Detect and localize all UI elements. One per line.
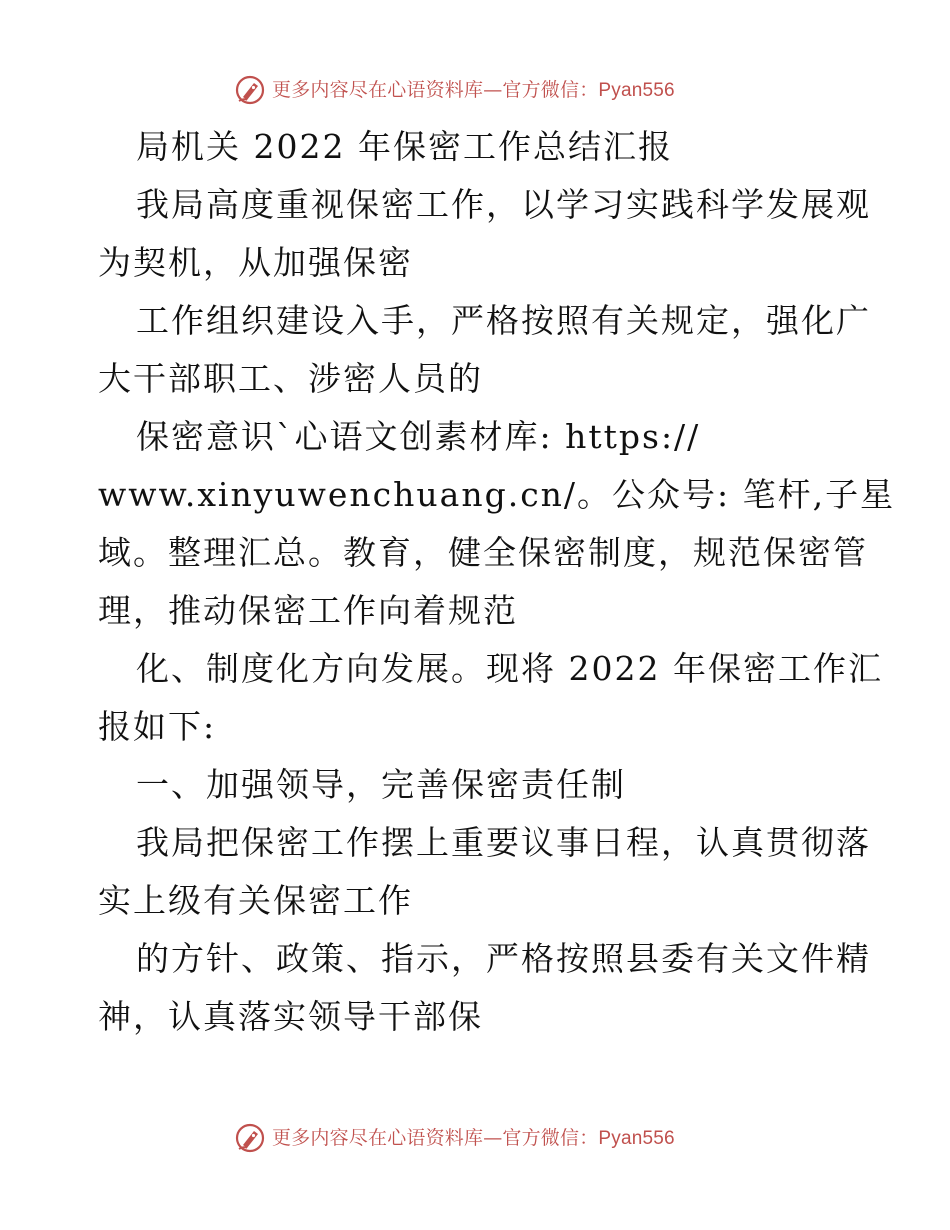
paragraph-line: 域。整理汇总。教育，健全保密制度，规范保密管 (98, 533, 868, 572)
paragraph-line: 工作组织建设入手，严格按照有关规定，强化广 (136, 301, 871, 340)
paragraph-line: 实上级有关保密工作 (98, 881, 413, 920)
document-title: 局机关 2022 年保密工作总结汇报 (136, 127, 673, 166)
paragraph-line: 神，认真落实领导干部保 (98, 997, 483, 1036)
paragraph-line: 大干部职工、涉密人员的 (98, 359, 483, 398)
banner-wechat-label: 官方微信： (502, 79, 599, 101)
banner-wechat-label: 官方微信： (502, 1127, 599, 1149)
paragraph-line: 报如下: (98, 707, 217, 746)
banner-separator: — (483, 1127, 503, 1149)
header-banner[interactable] (0, 70, 950, 110)
banner-slogan: 更多内容尽在心语资料库 (272, 79, 484, 101)
pen-nib-logo-icon (234, 1122, 266, 1154)
paragraph-line: www.xinyuwenchuang.cn/。公众号: 笔杆,子星 (98, 475, 896, 514)
section-heading: 一、加强领导，完善保密责任制 (136, 765, 626, 804)
banner-wechat-id: Pyan556 (598, 1128, 675, 1149)
paragraph-line: 保密意识`心语文创素材库: https:// (136, 417, 701, 456)
banner-text (272, 1127, 675, 1150)
banner-separator: — (483, 79, 503, 101)
paragraph-line: 我局高度重视保密工作，以学习实践科学发展观 (136, 185, 871, 224)
banner-slogan: 更多内容尽在心语资料库 (272, 1127, 484, 1149)
paragraph-line: 的方针、政策、指示，严格按照县委有关文件精 (136, 939, 871, 978)
banner-text (272, 79, 675, 102)
pen-nib-logo-icon (234, 74, 266, 106)
banner-wechat-id: Pyan556 (598, 80, 675, 101)
footer-banner[interactable] (0, 1118, 950, 1158)
paragraph-line: 化、制度化方向发展。现将 2022 年保密工作汇 (136, 649, 883, 688)
paragraph-line: 我局把保密工作摆上重要议事日程，认真贯彻落 (136, 823, 871, 862)
paragraph-line: 理，推动保密工作向着规范 (98, 591, 518, 630)
paragraph-line: 为契机，从加强保密 (98, 243, 413, 282)
